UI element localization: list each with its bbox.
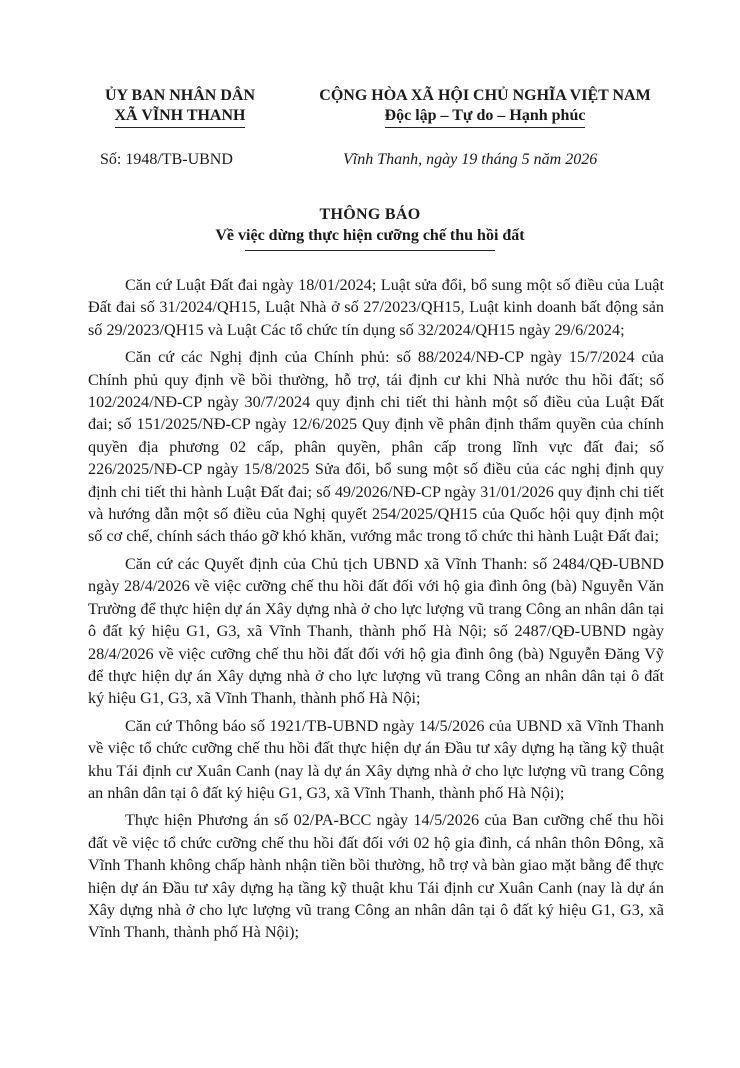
agency-line-2: XÃ VĨNH THANH bbox=[115, 106, 246, 128]
document-title: THÔNG BÁO bbox=[319, 206, 421, 223]
paragraph: Căn cứ Thông báo số 1921/TB-UBND ngày 14/5/2026 của UBND xã Vĩnh Thanh về việc tổ chức cưỡng chế thu hồi đất thực hiện dự án Đầu tư xây dựng hạ tầng kỹ thuật khu Tái định cư Xuân Canh (nay là dự án Xây dựng nhà ở cho lực lượng vũ trang Công an nhân dân tại ô đất ký hiệu G1, G3, xã Vĩnh Thanh, thành phố Hà Nội); bbox=[88, 716, 664, 802]
national-heading bbox=[300, 86, 670, 128]
paragraph: Thực hiện Phương án số 02/PA-BCC ngày 14/5/2026 của Ban cưỡng chế thu hồi đất về việc tổ chức cưỡng chế thu hồi đất đối với 02 hộ gia đình, cá nhân thôn Đông, xã Vĩnh Thanh không chấp hành nhận tiền bồi thường, hỗ trợ và bàn giao mặt bằng để thực hiện dự án Đầu tư xây dựng hạ tầng kỹ thuật khu Tái định cư Xuân Canh (nay là dự án Xây dựng nhà ở cho lực lượng vũ trang Công an nhân dân tại ô đất ký hiệu G1, G3, xã Vĩnh Thanh, thành phố Hà Nội); bbox=[88, 811, 664, 942]
document-body bbox=[88, 274, 664, 949]
title-block bbox=[0, 204, 740, 251]
issuing-agency bbox=[85, 86, 275, 128]
paragraph: Căn cứ Luật Đất đai ngày 18/01/2024; Luật sửa đổi, bổ sung một số điều của Luật Đất đai số 31/2024/QH15, Luật Nhà ở số 27/2023/QH15, Luật kinh doanh bất động sản số 29/2023/QH15 và Luật Các tổ chức tín dụng số 32/2024/QH15 ngày 29/6/2024; bbox=[88, 276, 664, 339]
agency-line-1: ỦY BAN NHÂN DÂN bbox=[104, 87, 256, 104]
subtitle-underline bbox=[245, 250, 495, 251]
nation-motto: Độc lập – Tự do – Hạnh phúc bbox=[385, 106, 586, 128]
document-subtitle: Về việc dừng thực hiện cưỡng chế thu hồi đất bbox=[215, 227, 525, 244]
paragraph: Căn cứ các Nghị định của Chính phủ: số 88/2024/NĐ-CP ngày 15/7/2024 của Chính phủ quy định về bồi thường, hỗ trợ, tái định cư khi Nhà nước thu hồi đất; số 102/2024/NĐ-CP ngày 30/7/2024 quy định chi tiết thi hành một số điều của Luật Đất đai; số 151/2025/NĐ-CP ngày 12/6/2025 Quy định về phân định thẩm quyền của chính quyền địa phương 02 cấp, phân quyền, phân cấp trong lĩnh vực đất đai; số 226/2025/NĐ-CP ngày 15/8/2025 Sửa đổi, bổ sung một số điều của các nghị định quy định chi tiết thi hành Luật Đất đai; số 49/2026/NĐ-CP ngày 31/01/2026 quy định chi tiết và hướng dẫn một số điều của Nghị quyết 254/2025/QH15 của Quốc hội quy định một số cơ chế, chính sách tháo gỡ khó khăn, vướng mắc trong tổ chức thi hành Luật Đất đai; bbox=[88, 348, 664, 546]
paragraph: Căn cứ các Quyết định của Chủ tịch UBND xã Vĩnh Thanh: số 2484/QĐ-UBND ngày 28/4/2026 về việc cưỡng chế thu hồi đất đối với hộ gia đình ông (bà) Nguyễn Văn Trường để thực hiện dự án Xây dựng nhà ở cho lực lượng vũ trang Công an nhân dân tại ô đất ký hiệu G1, G3, xã Vĩnh Thanh, thành phố Hà Nội; số 2487/QĐ-UBND ngày 28/4/2026 về việc cưỡng chế thu hồi đất đối với hộ gia đình ông (bà) Nguyễn Đăng Vỹ để thực hiện dự án Xây dựng nhà ở cho lực lượng vũ trang Công an nhân dân tại ô đất ký hiệu G1, G3, xã Vĩnh Thanh, thành phố Hà Nội; bbox=[88, 554, 664, 708]
document-number: Số: 1948/TB-UBND bbox=[100, 151, 233, 168]
nation-line-1: CỘNG HÒA XÃ HỘI CHỦ NGHĨA VIỆT NAM bbox=[319, 87, 651, 104]
document-date: Vĩnh Thanh, ngày 19 tháng 5 năm 2026 bbox=[343, 151, 598, 168]
